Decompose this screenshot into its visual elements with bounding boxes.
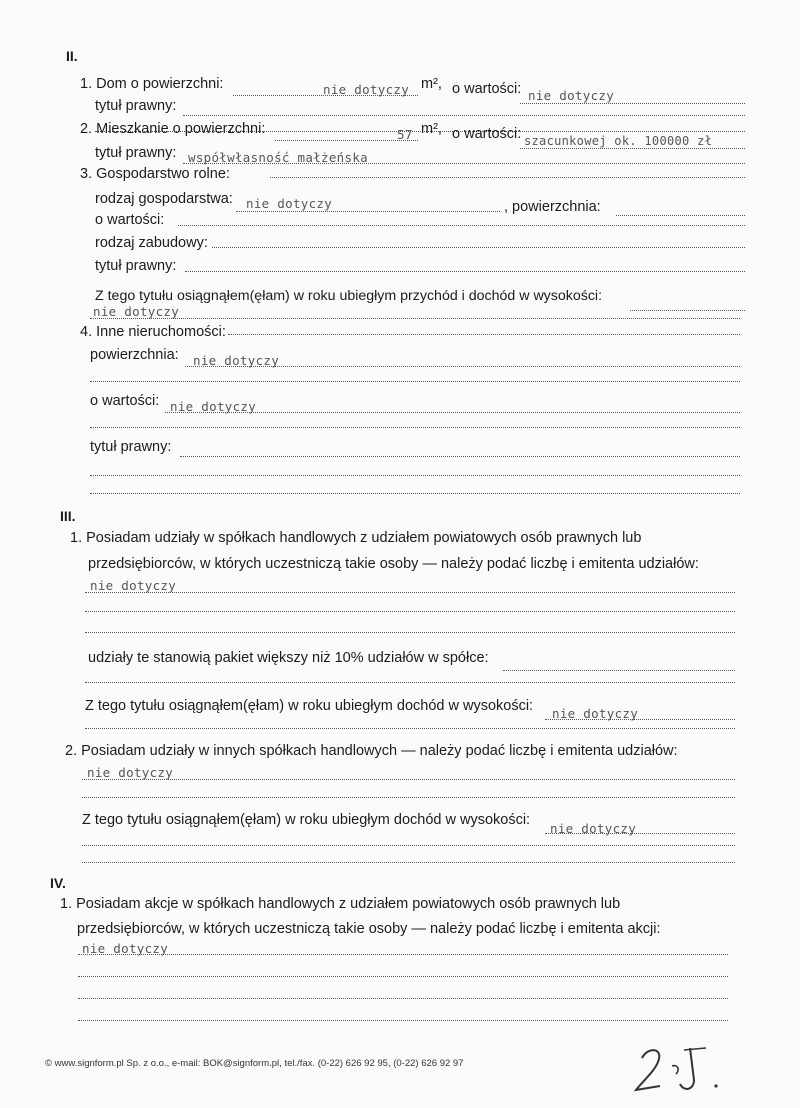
other-value[interactable]: nie dotyczy [170,399,257,414]
stocks-question-line1: 1. Posiadam akcje w spółkach handlowych z udziałem powiatowych osób prawnych lub [60,896,621,912]
apartment-value-label: o wartości: [452,126,522,142]
apartment-title-value[interactable]: współwłasność małżeńska [188,150,368,165]
other-property-label: 4. Inne nieruchomości: [80,324,226,340]
shares-answer-line-2[interactable] [85,611,735,612]
farm-area-label: , powierzchnia: [504,199,601,215]
other-property-extra-line [228,334,740,335]
shares-answer-value[interactable]: nie dotyczy [90,578,177,593]
stocks-question-line2: przedsiębiorców, w których uczestniczą takie osoby — należy podać liczbę i emitenta akcji: [77,921,661,937]
apartment-value[interactable]: szacunkowej ok. 100000 zł [524,134,713,148]
section-heading-iii: III. [60,508,76,524]
house-label: 1. Dom o powierzchni: [80,76,224,92]
shares-question-line1: 1. Posiadam udziały w spółkach handlowych z udziałem powiatowych osób prawnych lub [70,530,642,546]
farm-building-label: rodzaj zabudowy: [95,235,208,251]
shares-income-label: Z tego tytułu osiągnąłem(ęłam) w roku ubiegłym dochód w wysokości: [85,698,534,714]
other-shares-income-label: Z tego tytułu osiągnąłem(ęłam) w roku ubiegłym dochód w wysokości: [82,812,531,828]
house-value[interactable]: nie dotyczy [528,88,615,103]
other-value-label: o wartości: [90,393,160,409]
other-title-line-3[interactable] [90,493,740,494]
other-shares-question: 2. Posiadam udziały w innych spółkach handlowych — należy podać liczbę i emitenta udziałów: [65,743,678,759]
other-title-line-2[interactable] [90,475,740,476]
other-shares-answer-line-2[interactable] [82,797,735,798]
shares-question-line2: przedsiębiorców, w których uczestniczą takie osoby — należy podać liczbę i emitenta udziałów: [88,556,699,572]
farm-type-line [236,211,500,212]
other-area-value[interactable]: nie dotyczy [193,353,280,368]
house-title-label: tytuł prawny: [95,98,177,114]
handwritten-signature-icon [628,1040,738,1095]
farm-value-line[interactable] [178,225,745,226]
other-value-line-2 [90,427,740,428]
farm-income-line [90,318,740,319]
section-heading-iv: IV. [50,875,66,891]
footer-text: © www.signform.pl Sp. z o.o., e-mail: BOK@signform.pl, tel./fax. (0-22) 626 92 95, (0-22) 626 92 97 [45,1058,464,1069]
stocks-answer-value[interactable]: nie dotyczy [82,941,169,956]
house-area-value[interactable]: nie dotyczy [323,82,410,97]
house-unit: m², [421,76,442,92]
apartment-label: 2. Mieszkanie o powierzchni: [80,121,266,137]
house-value-label: o wartości: [452,81,522,97]
stocks-answer-line-4[interactable] [78,1020,728,1021]
farm-type-value[interactable]: nie dotyczy [246,196,333,211]
other-shares-income-line-2 [82,845,735,846]
other-shares-income-line-3 [82,862,735,863]
stocks-answer-line-3[interactable] [78,998,728,999]
other-shares-income-value[interactable]: nie dotyczy [550,821,637,836]
farm-extra-line [270,177,745,178]
stocks-answer-line [78,954,728,955]
house-value-line [520,103,745,104]
shares-answer-line [85,592,735,593]
farm-label: 3. Gospodarstwo rolne: [80,166,230,182]
stocks-answer-line-2[interactable] [78,976,728,977]
farm-income-label: Z tego tytułu osiągnąłem(ęłam) w roku ubiegłym przychód i dochód w wysokości: [95,288,603,304]
farm-area-line[interactable] [616,215,745,216]
apartment-value-line [520,148,745,149]
apartment-title-label: tytuł prawny: [95,145,177,161]
farm-title-label: tytuł prawny: [95,258,177,274]
section-heading-ii: II. [66,48,78,64]
other-area-label: powierzchnia: [90,347,179,363]
farm-title-line[interactable] [185,271,745,272]
farm-income-line-a [630,310,745,311]
other-area-line-2 [90,381,740,382]
shares-answer-line-3[interactable] [85,632,735,633]
other-title-line[interactable] [180,456,740,457]
farm-value-label: o wartości: [95,212,165,228]
house-title-line[interactable] [183,115,745,116]
other-title-label: tytuł prawny: [90,439,172,455]
shares-packet-line-2[interactable] [85,682,735,683]
apartment-unit: m², [421,121,442,137]
shares-packet-line[interactable] [503,670,735,671]
shares-packet-label: udziały te stanowią pakiet większy niż 10% udziałów w spółce: [88,650,489,666]
shares-income-value[interactable]: nie dotyczy [552,706,639,721]
other-shares-answer-value[interactable]: nie dotyczy [87,765,174,780]
farm-income-value[interactable]: nie dotyczy [93,304,180,319]
apartment-area-value[interactable]: 57 [397,127,413,142]
shares-income-line-2 [85,728,735,729]
farm-type-label: rodzaj gospodarstwa: [95,191,233,207]
farm-building-line[interactable] [212,247,745,248]
other-shares-answer-line [82,779,735,780]
